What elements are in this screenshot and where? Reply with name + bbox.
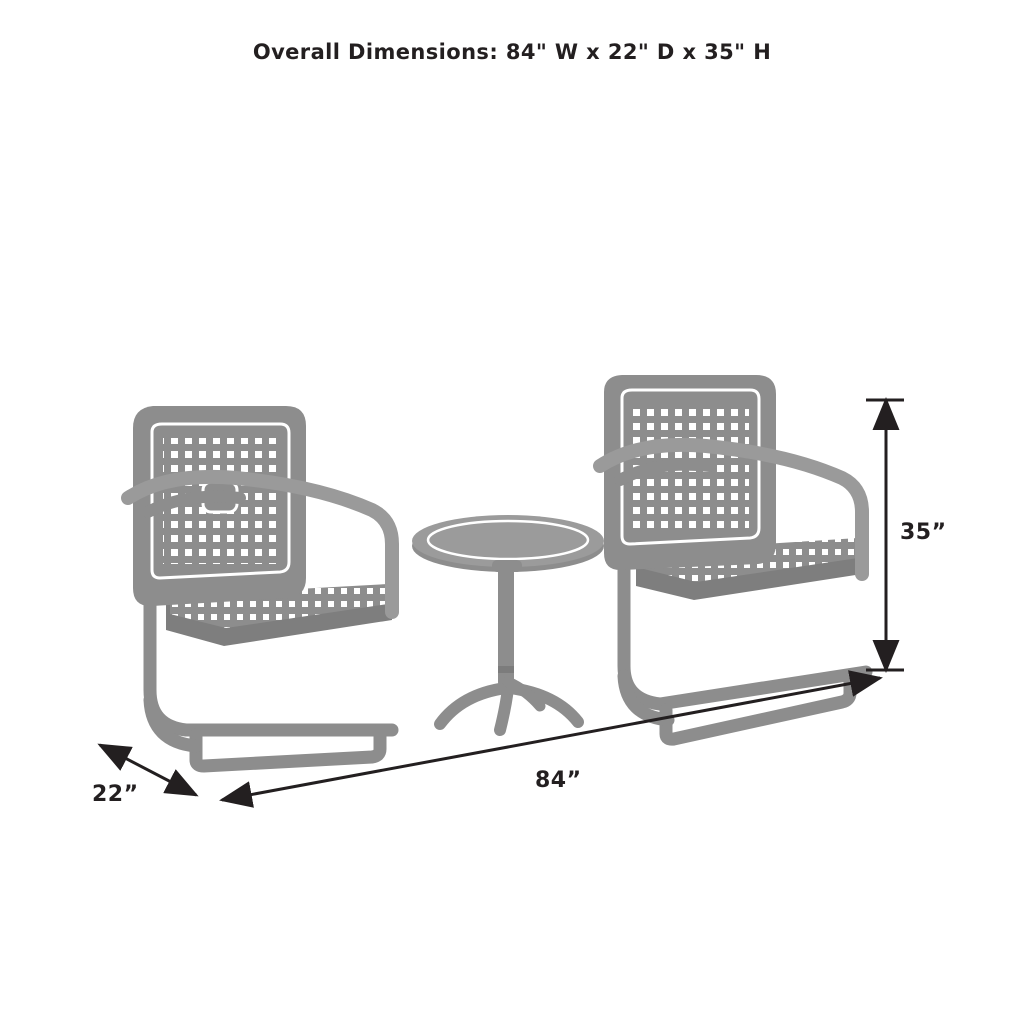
chair-right xyxy=(600,375,866,739)
page-title: Overall Dimensions: 84" W x 22" D x 35" H xyxy=(252,40,772,64)
side-table xyxy=(412,515,604,730)
chair-left xyxy=(128,406,392,766)
height-dimension-label: 35” xyxy=(900,520,947,545)
width-dimension-label: 84” xyxy=(535,768,582,793)
depth-dimension-label: 22” xyxy=(92,782,139,807)
